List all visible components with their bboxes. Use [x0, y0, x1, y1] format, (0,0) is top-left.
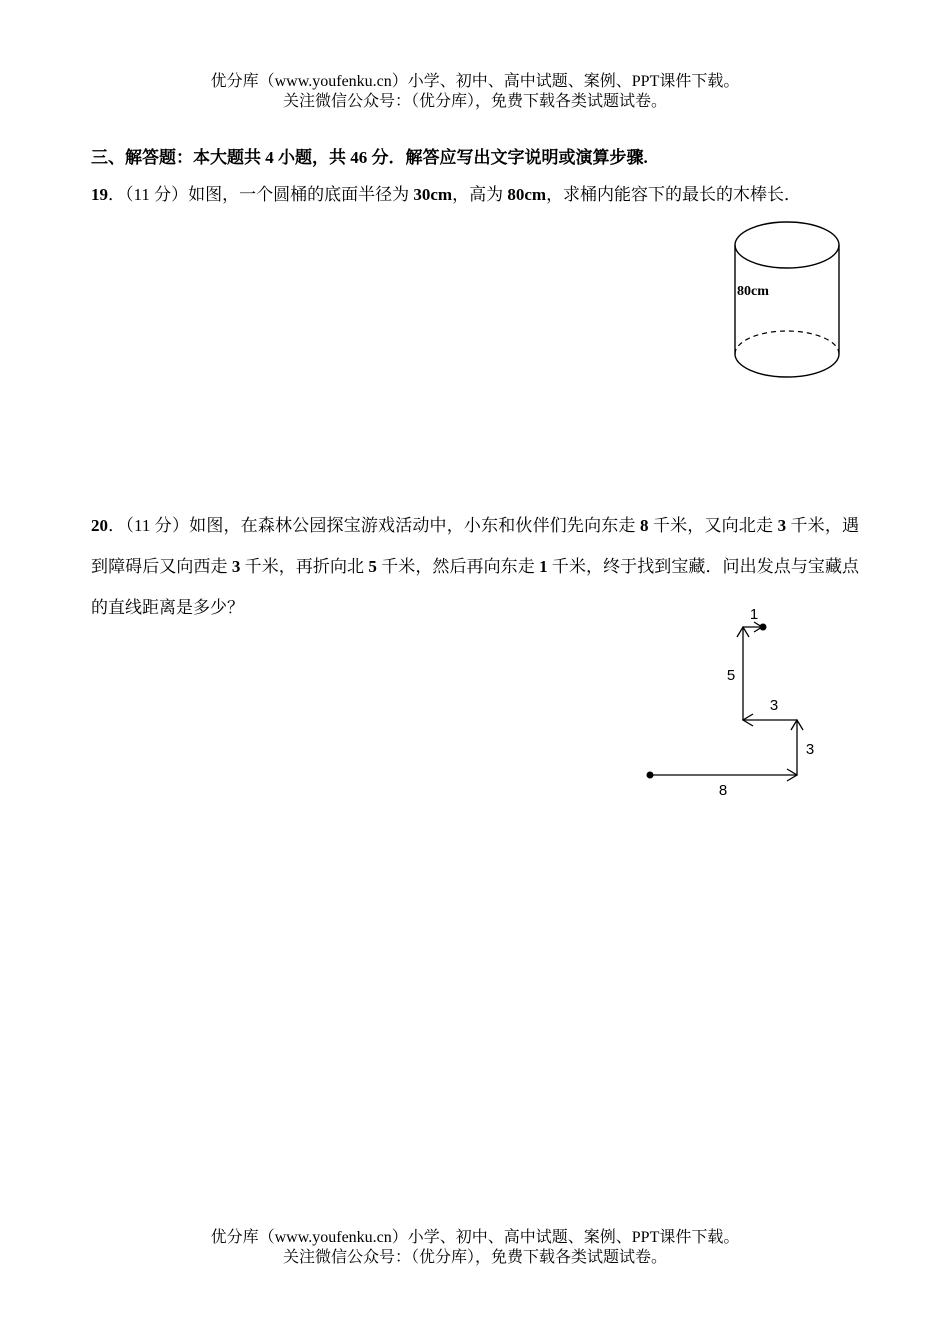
- cylinder-height-label: 80cm: [737, 284, 769, 299]
- question-19-text: [91, 174, 859, 215]
- footer-line-1: 优分库（www.youfenku.cn）小学、初中、高中试题、案例、PPT课件下载。: [210, 1229, 740, 1246]
- q20-points: （11 分）: [125, 516, 190, 535]
- q20-dot: ．: [108, 516, 126, 535]
- q19-dot: ．: [108, 185, 125, 204]
- header-line-2: 关注微信公众号：（优分库），免费下载各类试题试卷。: [282, 93, 667, 110]
- q20-number: 20: [91, 516, 108, 535]
- label-north-3: 3: [805, 741, 815, 758]
- section-title: 三、解答题：本大题共 4 小题，共 46 分．解答应写出文字说明或演算步骤.: [91, 148, 648, 167]
- label-east-1: 1: [749, 606, 759, 623]
- label-east-8: 8: [718, 782, 728, 799]
- treasure-point: [760, 624, 767, 631]
- q20-text-6: 千米，终于找到宝藏．问出发点与宝藏点的直线距离是多少？: [91, 557, 860, 617]
- label-west-3: 3: [769, 697, 779, 714]
- header-line-1: 优分库（www.youfenku.cn）小学、初中、高中试题、案例、PPT课件下载。: [210, 73, 740, 90]
- q20-value-3: 3: [231, 557, 241, 576]
- q20-value-5: 1: [539, 557, 548, 576]
- q20-text-5: 千米，然后再向东走: [376, 557, 540, 576]
- label-north-5: 5: [726, 667, 736, 684]
- path-figure: [630, 600, 840, 805]
- q19-height-value: 80cm: [507, 185, 547, 204]
- page-footer: [0, 1228, 950, 1268]
- q19-text-3: ，求桶内能容下的最长的木棒长．: [546, 185, 802, 204]
- q20-text-3: 千米，遇到障碍后又向西走: [91, 516, 860, 576]
- q20-text-1: 如图，在森林公园探宝游戏活动中，小东和伙伴们先向东走: [189, 516, 641, 535]
- q19-text-1: 如图，一个圆桶的底面半径为: [188, 185, 414, 204]
- q19-radius-value: 30cm: [413, 185, 453, 204]
- footer-line-2: 关注微信公众号：（优分库），免费下载各类试题试卷。: [282, 1249, 667, 1266]
- q19-points: （11 分）: [125, 185, 189, 204]
- q19-number: 19: [91, 185, 108, 204]
- cylinder-bottom-back-arc: [735, 331, 839, 354]
- q20-text-2: 千米，又向北走: [648, 516, 778, 535]
- page-header: [0, 72, 950, 112]
- q20-value-1: 8: [640, 516, 649, 535]
- q20-value-4: 5: [368, 557, 377, 576]
- cylinder-figure: [728, 216, 848, 384]
- q20-value-2: 3: [777, 516, 787, 535]
- cylinder-top-ellipse: [735, 222, 839, 268]
- q20-text-4: 千米，再折向北: [240, 557, 369, 576]
- cylinder-bottom-front-arc: [735, 354, 839, 377]
- q19-text-2: ，高为: [452, 185, 508, 204]
